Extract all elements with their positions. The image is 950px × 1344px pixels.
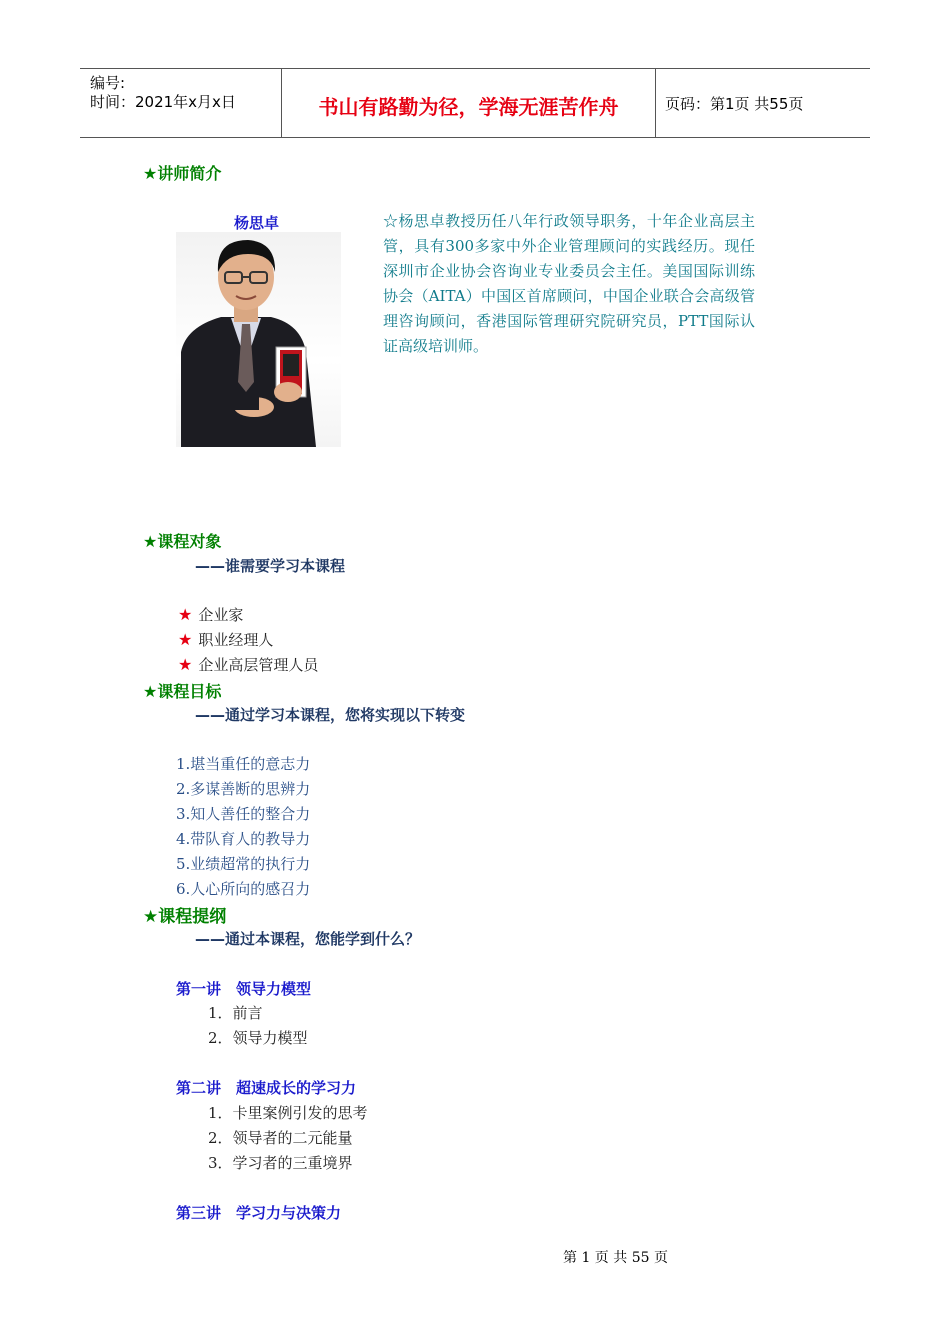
- section-instructor: [143, 161, 221, 184]
- star-icon: ★: [143, 907, 159, 927]
- list-item: ★ 企业家: [178, 605, 244, 624]
- header-page-cell: [655, 69, 870, 137]
- section-outline: [143, 902, 226, 927]
- lecture-item: 1．前言: [208, 1004, 263, 1022]
- section-goals: [143, 679, 221, 702]
- list-item: ★ 职业经理人: [178, 630, 274, 649]
- lecture-title: 第二讲 超速成长的学习力: [176, 1079, 357, 1097]
- section-title: 课程提纲: [158, 907, 227, 927]
- header-motto-cell: [281, 69, 656, 137]
- red-star-icon: ★: [178, 605, 193, 624]
- document-header: [80, 68, 870, 138]
- header-info-cell: [80, 69, 280, 137]
- page-code: 页码：第1页 共55页: [665, 95, 804, 113]
- goal-item: 6.人心所向的感召力: [176, 880, 311, 898]
- section-subtitle: ——谁需要学习本课程: [195, 557, 346, 575]
- motto: 书山有路勤为径，学海无涯苦作舟: [318, 95, 619, 119]
- document-date: 时间：2021年x月x日: [90, 93, 236, 111]
- section-title: 讲师简介: [157, 164, 222, 183]
- goal-item: 2.多谋善断的思辨力: [176, 780, 311, 798]
- instructor-bio: ☆杨思卓教授历任八年行政领导职务，十年企业高层主管，具有300多家中外企业管理顾问的实践经历。现任深圳市企业协会咨询业专业委员会主任。美国国际训练协会（AITA）中国区首席顾问，中国企业联合会高级管理咨询顾问，香港国际管理研究院研究员，PTT国际认证高级培训师。: [383, 212, 755, 355]
- red-star-icon: ★: [178, 655, 193, 674]
- lecture-title: 第三讲 学习力与决策力: [176, 1204, 342, 1222]
- lecture-title: 第一讲 领导力模型: [176, 980, 312, 998]
- section-title: 课程目标: [157, 682, 222, 701]
- lecture-item: 2．领导力模型: [208, 1029, 308, 1047]
- lecture-item: 3．学习者的三重境界: [208, 1154, 353, 1172]
- section-title: 课程对象: [157, 532, 222, 551]
- instructor-photo: [176, 232, 341, 447]
- section-audience: [143, 529, 221, 552]
- lecture-item: 2．领导者的二元能量: [208, 1129, 353, 1147]
- document-number: 编号:: [90, 74, 126, 92]
- star-icon: ★: [143, 532, 158, 551]
- section-subtitle: ——通过本课程，您能学到什么？: [195, 930, 421, 948]
- section-subtitle: ——通过学习本课程，您将实现以下转变: [195, 706, 466, 724]
- page-footer: 第 1 页 共 55 页: [563, 1250, 668, 1266]
- lecture-item: 1．卡里案例引发的思考: [208, 1104, 368, 1122]
- goal-item: 1.堪当重任的意志力: [176, 755, 311, 773]
- star-icon: ★: [143, 164, 158, 183]
- goal-item: 4.带队育人的教导力: [176, 830, 311, 848]
- list-item: ★ 企业高层管理人员: [178, 655, 319, 674]
- red-star-icon: ★: [178, 630, 193, 649]
- goal-item: 5.业绩超常的执行力: [176, 855, 311, 873]
- instructor-name: 杨思卓: [234, 214, 280, 232]
- star-icon: ★: [143, 682, 158, 701]
- goal-item: 3.知人善任的整合力: [176, 805, 311, 823]
